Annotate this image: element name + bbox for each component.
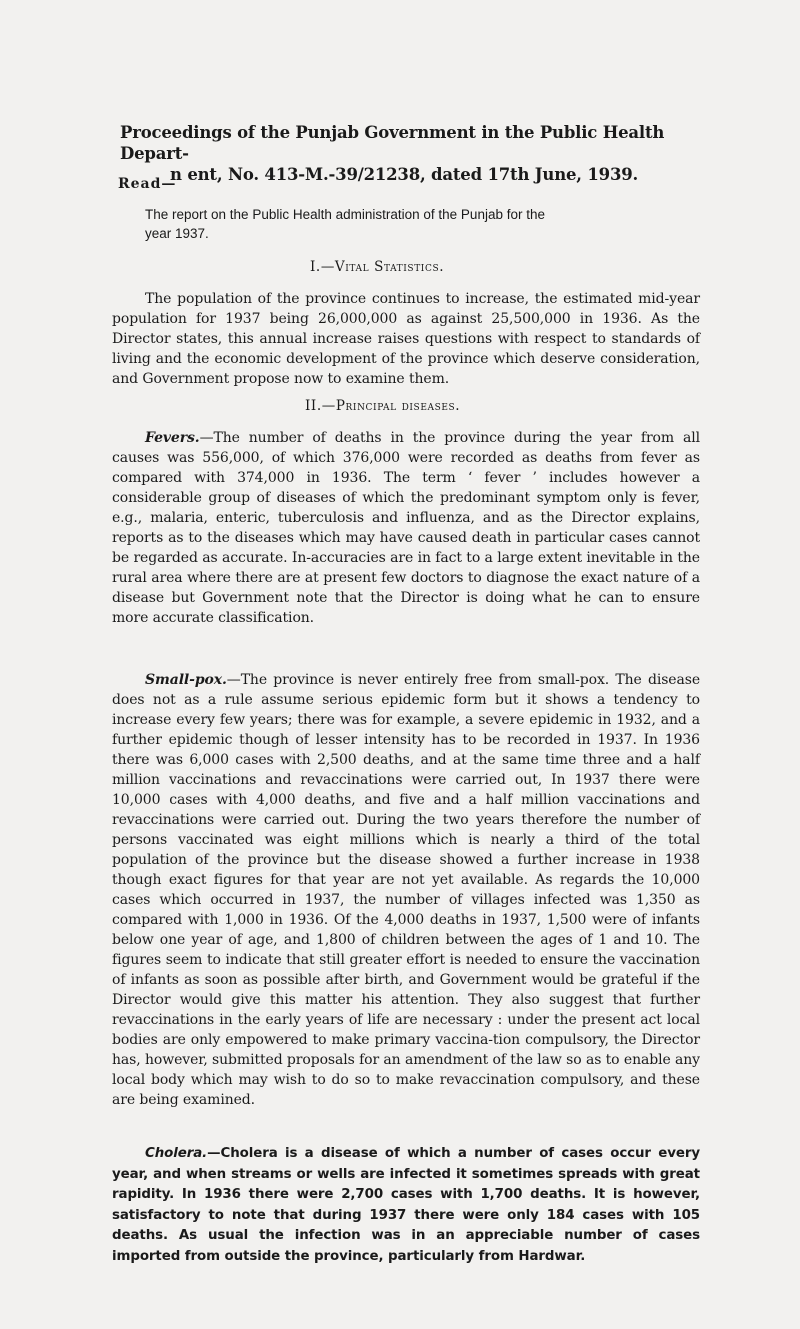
heading-line-2: n ent, No. 413-M.-39/21238, dated 17th June, 1939.	[170, 165, 639, 184]
paragraph-small-pox	[112, 670, 700, 1110]
section-title-principal-diseases: II.—Principal diseases.	[305, 398, 461, 414]
report-line-2: year 1937.	[145, 226, 209, 241]
paragraph-cholera	[112, 1144, 700, 1267]
heading-line-1: Proceedings of the Punjab Government in the Public Health Depart-	[120, 123, 665, 163]
document-heading	[120, 122, 720, 185]
section-title-vital-statistics: I.—Vital Statistics.	[310, 259, 445, 275]
paragraph-vital-statistics: The population of the province continues to increase, the estimated mid-year population for 1937 being 26,000,000 as against 25,500,000 in 1936. As the Director states, this annual increase raises questions with respect to standards of living and the economic development of the province which deserve consideration, and Government propose now to examine them.	[112, 291, 700, 387]
smallpox-text: —The province is never entirely free from small-pox. The disease does not as a rule assume serious epidemic form but it shows a tendency to increase every few years; there was for example, a severe epidemic in 1932, and a further epidemic though of lesser intensity has to be recorded in 1937. In 1936 there was 6,000 cases with 2,500 deaths, and at the same time three and a half million vaccinations and revaccinations were carried out, In 1937 there were 10,000 cases with 4,000 deaths, and five and a half million vaccinations and revaccinations were carried out. During the two years therefore the number of persons vaccinated was eight millions which is nearly a third of the total population of the province but the disease showed a further increase in 1938 though exact figures for that year are not yet available. As regards the 10,000 cases which occurred in 1937, the number of villages infected was 1,350 as compared with 1,000 in 1936. Of the 4,000 deaths in 1937, 1,500 were of infants below one year of age, and 1,800 of children between the ages of 1 and 10. The figures seem to indicate that still greater effort is needed to ensure the vaccination of infants as soon as possible after birth, and Government would be grateful if the Director would give this matter his attention. They also suggest that further revaccinations in the early years of life are necessary : under the present act local bodies are only empowered to make primary vaccina-tion compulsory, the Director has, however, submitted proposals for an amendment of the law so as to enable any local body which may wish to do so to make revaccination compulsory, and these are being examined.	[112, 672, 700, 1108]
report-line-1: The report on the Public Health administration of the Punjab for the	[145, 207, 545, 222]
cholera-text: —Cholera is a disease of which a number of cases occur every year, and when streams or wells are infected it sometimes spreads with great rapidity. In 1936 there were 2,700 cases with 1,700 deaths. It is however, satisfactory to note that during 1937 there were only 184 cases with 105 deaths. As usual the infection was in an appreciable number of cases imported from outside the province, particularly from Hardwar.	[112, 1146, 700, 1264]
report-reference	[145, 205, 705, 243]
smallpox-lead: Small-pox.	[145, 672, 227, 688]
fevers-lead: Fevers.	[145, 430, 200, 446]
cholera-lead: Cholera.	[145, 1146, 208, 1161]
read-label: Read—	[118, 176, 177, 192]
paragraph-fevers	[112, 428, 700, 628]
fevers-text: —The number of deaths in the province during the year from all causes was 556,000, of which 376,000 were recorded as deaths from fever as compared with 374,000 in 1936. The term ‘ fever ’ includes however a considerable group of diseases of which the predominant symptom only is fever, e.g., malaria, enteric, tuberculosis and influenza, and as the Director explains, reports as to the diseases which may have caused death in particular cases cannot be regarded as accurate. In-accuracies are in fact to a large extent inevitable in the rural area where there are at present few doctors to diagnose the exact nature of a disease but Government note that the Director is doing what he can to ensure more accurate classification.	[112, 430, 700, 626]
